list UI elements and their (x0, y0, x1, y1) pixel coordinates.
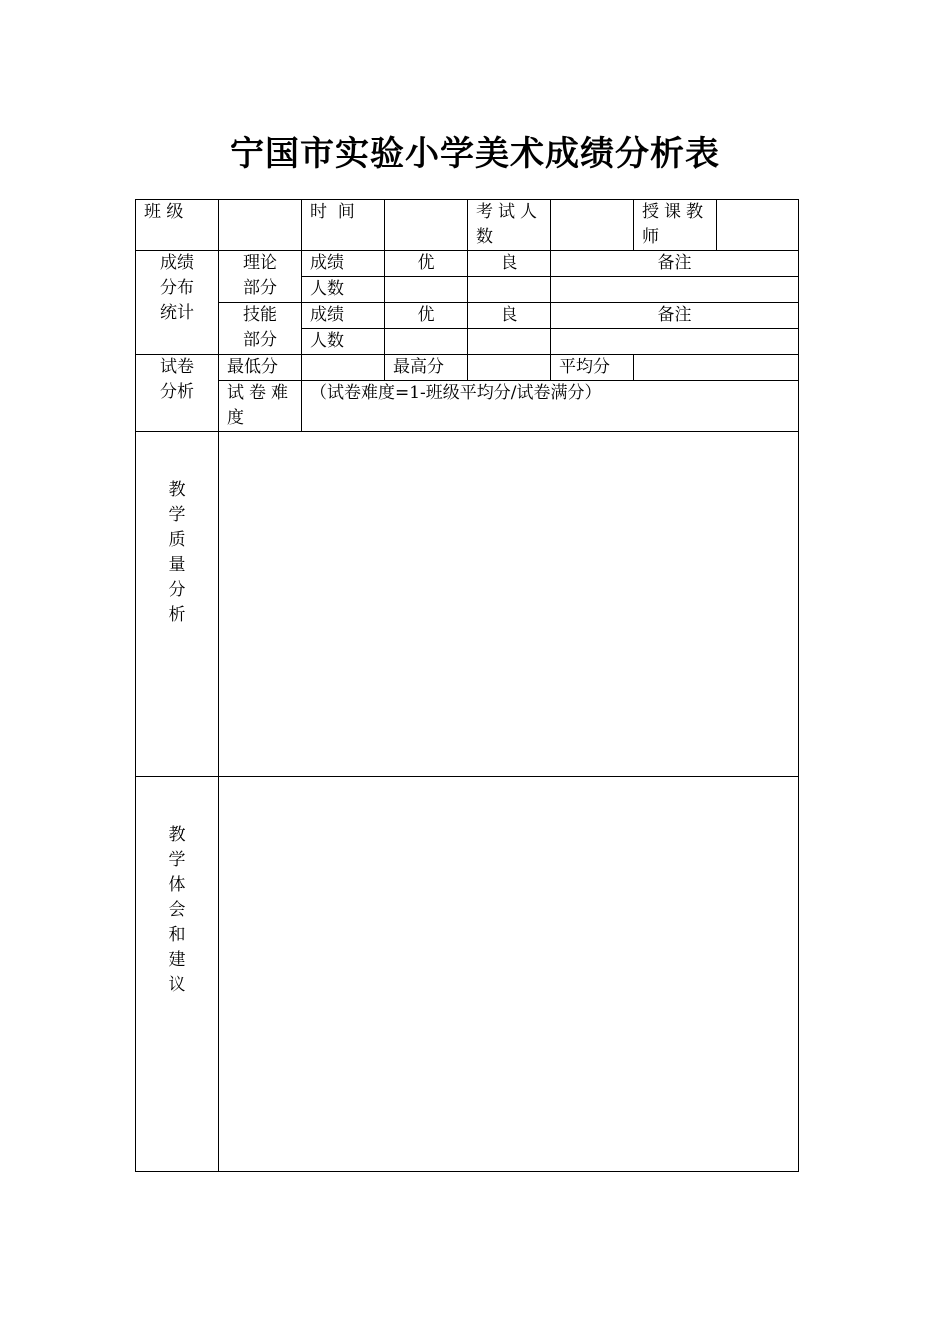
skill-remarks-cell[interactable] (551, 329, 799, 355)
min-score-cell[interactable] (302, 355, 385, 381)
reflection-section-text: 教学体会和建议 (168, 825, 186, 995)
skill-score-label: 成绩 (302, 303, 385, 329)
quality-section-text: 教学质量分析 (168, 480, 186, 625)
avg-score-label: 平均分 (551, 355, 634, 381)
theory-good-count-cell[interactable] (468, 277, 551, 303)
skill-good-count-cell[interactable] (468, 329, 551, 355)
reflection-section-label (136, 777, 219, 1172)
max-score-cell[interactable] (468, 355, 551, 381)
exam-count-label: 考试人数 (468, 200, 551, 251)
header-row (136, 200, 799, 251)
theory-score-label: 成绩 (302, 251, 385, 277)
theory-part-label (219, 251, 302, 303)
distribution-section-label (136, 251, 219, 355)
avg-score-cell[interactable] (634, 355, 799, 381)
min-score-label: 最低分 (219, 355, 302, 381)
teacher-value-cell[interactable] (717, 200, 799, 251)
analysis-section-label (136, 355, 219, 432)
theory-score-row (136, 251, 799, 277)
theory-excellent-count-cell[interactable] (385, 277, 468, 303)
exam-count-value-cell[interactable] (551, 200, 634, 251)
quality-section-label (136, 432, 219, 777)
analysis-section-text: 试卷分析 (160, 357, 194, 402)
quality-analysis-row (136, 432, 799, 777)
reflection-row (136, 777, 799, 1172)
theory-remarks-label: 备注 (551, 251, 799, 277)
skill-count-label: 人数 (302, 329, 385, 355)
time-value-cell[interactable] (385, 200, 468, 251)
skill-part-text: 技能部分 (243, 305, 277, 350)
skill-remarks-label: 备注 (551, 303, 799, 329)
class-value-cell[interactable] (219, 200, 302, 251)
difficulty-label: 试卷难度 (219, 381, 302, 432)
difficulty-row (136, 381, 799, 432)
skill-score-row (136, 303, 799, 329)
class-label: 班 级 (136, 200, 219, 251)
skill-excellent-count-cell[interactable] (385, 329, 468, 355)
theory-count-label: 人数 (302, 277, 385, 303)
quality-analysis-cell[interactable] (219, 432, 799, 777)
teacher-label: 授课教师 (634, 200, 717, 251)
reflection-cell[interactable] (219, 777, 799, 1172)
grade-analysis-table (135, 199, 799, 1172)
distribution-section-text: 成绩分布统计 (160, 253, 194, 323)
max-score-label: 最高分 (385, 355, 468, 381)
theory-good-label: 良 (468, 251, 551, 277)
time-label: 时 间 (302, 200, 385, 251)
difficulty-formula[interactable]: （试卷难度=1-班级平均分/试卷满分） (302, 381, 799, 432)
page-title: 宁国市实验小学美术成绩分析表 (230, 134, 720, 174)
theory-remarks-cell[interactable] (551, 277, 799, 303)
skill-part-label (219, 303, 302, 355)
theory-excellent-label: 优 (385, 251, 468, 277)
skill-excellent-label: 优 (385, 303, 468, 329)
theory-part-text: 理论部分 (243, 253, 277, 298)
score-stats-row (136, 355, 799, 381)
skill-good-label: 良 (468, 303, 551, 329)
